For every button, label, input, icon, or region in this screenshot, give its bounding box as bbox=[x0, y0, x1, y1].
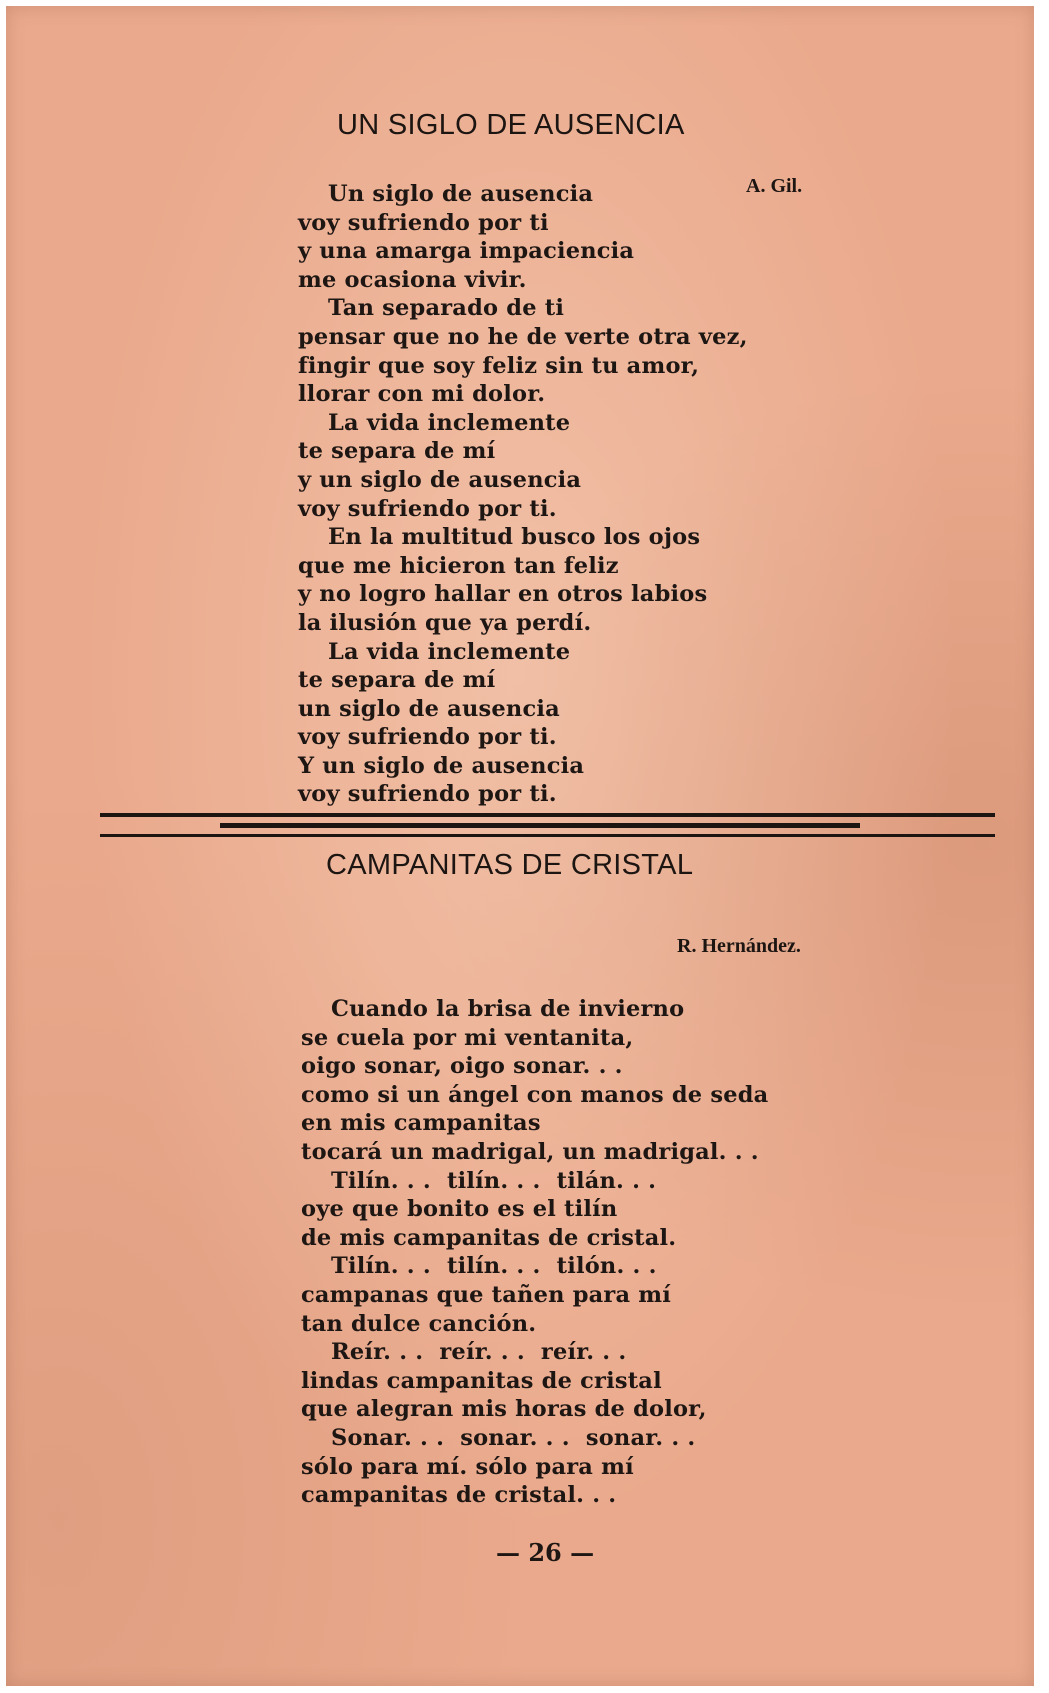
verse-line: te separa de mí bbox=[298, 667, 496, 694]
verse-line: oye que bonito es el tilín bbox=[301, 1196, 618, 1223]
poem-title-campanitas-de-cristal: CAMPANITAS DE CRISTAL bbox=[326, 849, 694, 881]
verse-line: que me hicieron tan feliz bbox=[298, 552, 619, 579]
verse-line: La vida inclemente bbox=[328, 409, 571, 436]
verse-line: como si un ángel con manos de seda bbox=[301, 1081, 769, 1108]
poem-title-un-siglo-de-ausencia: UN SIGLO DE AUSENCIA bbox=[337, 109, 685, 141]
verse-line: campanas que tañen para mí bbox=[301, 1281, 672, 1308]
poem-verses-un-siglo-de-ausencia bbox=[298, 180, 748, 809]
divider-rule-top bbox=[100, 813, 995, 817]
page-number: — 26 — bbox=[496, 1538, 595, 1567]
verse-line: campanitas de cristal. . . bbox=[301, 1482, 617, 1509]
verse-line: voy sufriendo por ti. bbox=[298, 724, 557, 751]
poem-author-r-hernandez: R. Hernández. bbox=[677, 935, 801, 957]
verse-line: sólo para mí. sólo para mí bbox=[301, 1453, 634, 1480]
verse-line: que alegran mis horas de dolor, bbox=[301, 1396, 707, 1423]
verse-line: Reír. . . reír. . . reír. . . bbox=[331, 1339, 627, 1366]
verse-line: tocará un madrigal, un madrigal. . . bbox=[301, 1138, 759, 1165]
verse-line: y una amarga impaciencia bbox=[298, 238, 635, 265]
verse-line: lindas campanitas de cristal bbox=[301, 1367, 662, 1394]
verse-line: y un siglo de ausencia bbox=[298, 466, 582, 493]
verse-line: Y un siglo de ausencia bbox=[298, 752, 585, 779]
verse-line: la ilusión que ya perdí. bbox=[298, 609, 592, 636]
verse-line: Tilín. . . tilín. . . tilón. . . bbox=[331, 1253, 657, 1280]
verse-line: voy sufriendo por ti. bbox=[298, 781, 557, 808]
verse-line: fingir que soy feliz sin tu amor, bbox=[298, 352, 700, 379]
verse-line: voy sufriendo por ti bbox=[298, 209, 549, 236]
verse-line: Tilín. . . tilín. . . tilán. . . bbox=[331, 1167, 657, 1194]
poem-author-a-gil: A. Gil. bbox=[746, 175, 803, 197]
verse-line: llorar con mi dolor. bbox=[298, 381, 546, 408]
verse-line: Sonar. . . sonar. . . sonar. . . bbox=[331, 1424, 696, 1451]
verse-line: Cuando la brisa de invierno bbox=[331, 996, 685, 1022]
verse-line: y no logro hallar en otros labios bbox=[298, 581, 708, 608]
verse-line: un siglo de ausencia bbox=[298, 695, 560, 722]
verse-line: de mis campanitas de cristal. bbox=[301, 1224, 677, 1251]
verse-line: en mis campanitas bbox=[301, 1110, 541, 1137]
verse-line: Un siglo de ausencia bbox=[328, 181, 594, 207]
verse-line: La vida inclemente bbox=[328, 638, 571, 665]
verse-line: tan dulce canción. bbox=[301, 1310, 537, 1337]
verse-line: voy sufriendo por ti. bbox=[298, 495, 557, 522]
poem-verses-campanitas-de-cristal bbox=[301, 995, 768, 1510]
divider-rule-bottom bbox=[100, 834, 995, 837]
verse-line: Tan separado de ti bbox=[328, 295, 565, 322]
verse-line: te separa de mí bbox=[298, 438, 496, 465]
verse-line: me ocasiona vivir. bbox=[298, 266, 527, 293]
divider-rule-middle bbox=[220, 823, 860, 828]
verse-line: En la multitud busco los ojos bbox=[328, 524, 701, 551]
verse-line: pensar que no he de verte otra vez, bbox=[298, 323, 748, 350]
verse-line: se cuela por mi ventanita, bbox=[301, 1024, 634, 1051]
verse-line: oigo sonar, oigo sonar. . . bbox=[301, 1053, 623, 1080]
